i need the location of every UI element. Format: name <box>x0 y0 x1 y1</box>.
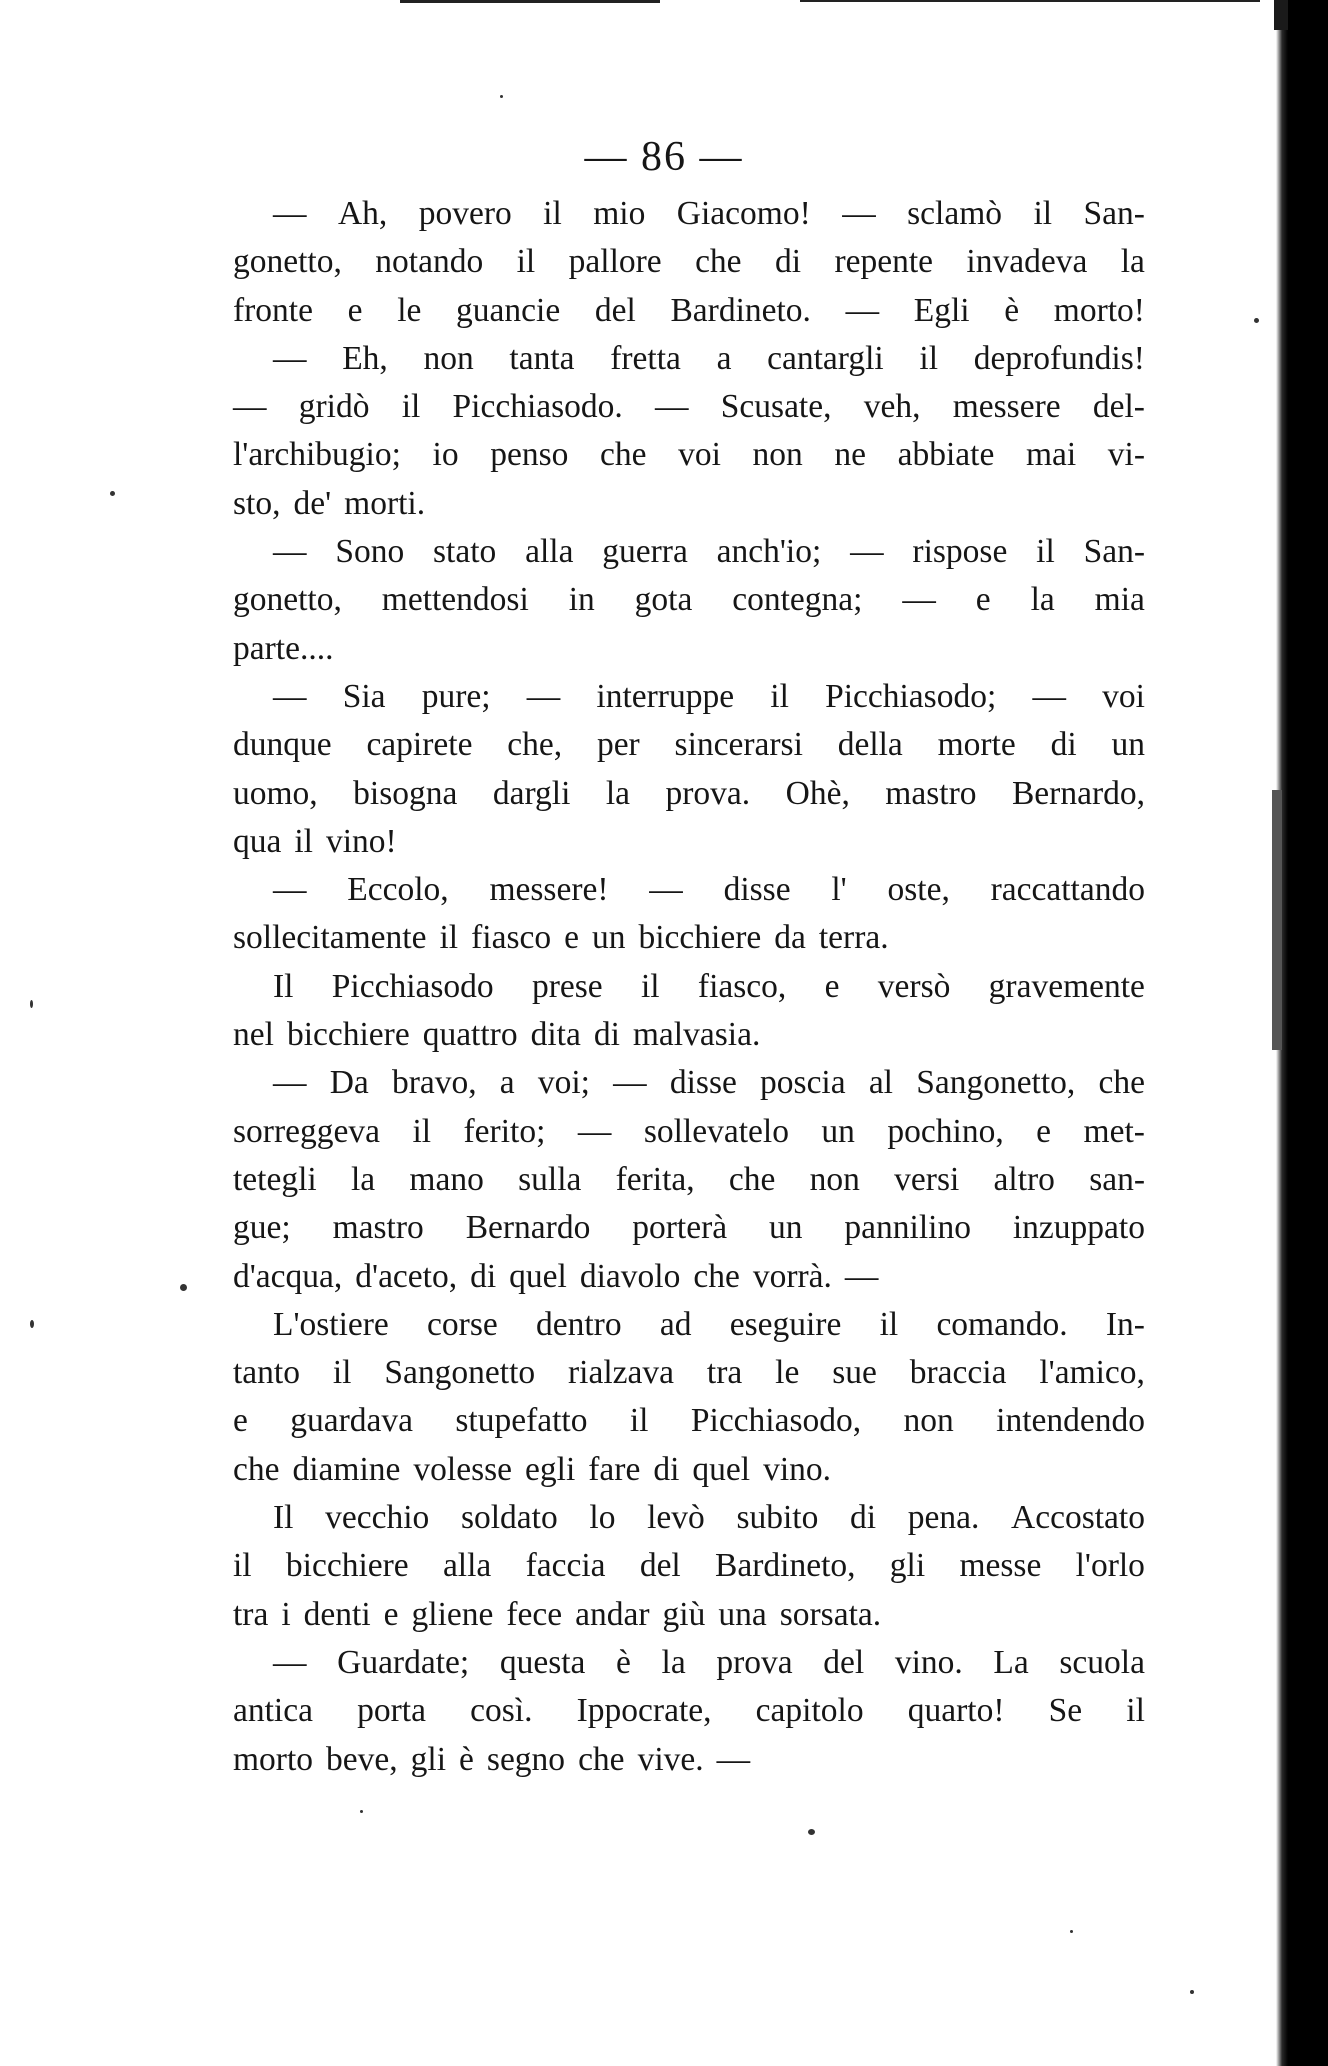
body-text <box>233 190 1145 1784</box>
scan-speck <box>110 491 115 496</box>
text-line: tetegli la mano sulla ferita, che non versi altro san- <box>233 1160 1145 1198</box>
text-line: sto, de' morti. <box>233 484 426 522</box>
text-line: fronte e le guancie del Bardineto. — Egli è morto! <box>233 291 1145 329</box>
text-line: — Eh, non tanta fretta a cantargli il deprofundis! <box>273 339 1145 377</box>
text-line: — Sia pure; — interruppe il Picchiasodo; — voi <box>273 677 1145 715</box>
scan-speck <box>30 1000 33 1008</box>
text-line: uomo, bisogna dargli la prova. Ohè, mastro Bernardo, <box>233 774 1145 812</box>
text-line: d'acqua, d'aceto, di quel diavolo che vorrà. — <box>233 1257 879 1295</box>
text-line: gonetto, mettendosi in gota contegna; — e la mia <box>233 581 1145 619</box>
scan-speck <box>1190 1990 1194 1994</box>
text-line: e guardava stupefatto il Picchiasodo, non intendendo <box>233 1402 1145 1440</box>
text-line: — Guardate; questa è la prova del vino. La scuola <box>273 1643 1145 1681</box>
text-line: — Ah, povero il mio Giacomo! — sclamò il San- <box>273 195 1145 232</box>
text-line: sollecitamente il fiasco e un bicchiere da terra. <box>233 919 889 957</box>
text-line: l'archibugio; io penso che voi non ne abbiate mai vi- <box>233 436 1145 474</box>
text-line: dunque capirete che, per sincerarsi della morte di un <box>233 726 1145 764</box>
text-line: — Da bravo, a voi; — disse poscia al Sangonetto, che <box>273 1064 1145 1102</box>
text-line: morto beve, gli è segno che vive. — <box>233 1740 751 1778</box>
scan-speck <box>500 95 503 98</box>
text-line: — Eccolo, messere! — disse l' oste, raccattando <box>273 871 1145 909</box>
scan-speck <box>180 1284 187 1291</box>
text-line: Il Picchiasodo prese il fiasco, e versò gravemente <box>273 967 1145 1005</box>
text-line: tra i denti e gliene fece andar giù una sorsata. <box>233 1595 882 1633</box>
text-line: antica porta così. Ippocrate, capitolo quarto! Se il <box>233 1692 1145 1730</box>
text-line: sorreggeva il ferito; — sollevatelo un pochino, e met- <box>233 1112 1145 1150</box>
text-line: qua il vino! <box>233 822 397 860</box>
scan-speck <box>30 1320 34 1328</box>
scan-speck <box>1070 1930 1073 1933</box>
text-line: parte.... <box>233 629 334 667</box>
text-line: Il vecchio soldato lo levò subito di pena. Accostato <box>273 1499 1145 1537</box>
text-line: che diamine volesse egli fare di quel vino. <box>233 1450 832 1488</box>
scan-speck <box>1254 318 1259 323</box>
binding-shadow <box>1274 0 1288 30</box>
text-line: — Sono stato alla guerra anch'io; — rispose il San- <box>273 533 1145 571</box>
scan-speck <box>808 1829 815 1835</box>
page-binding-edge <box>1276 0 1328 2066</box>
text-line: il bicchiere alla faccia del Bardineto, gli messe l'orlo <box>233 1547 1145 1585</box>
text-line: gue; mastro Bernardo porterà un pannilino inzuppato <box>233 1209 1145 1247</box>
top-edge-rule <box>400 0 660 3</box>
text-line: tanto il Sangonetto rialzava tra le sue braccia l'amico, <box>233 1354 1145 1392</box>
text-line: nel bicchiere quattro dita di malvasia. <box>233 1016 761 1054</box>
text-line: gonetto, notando il pallore che di repente invadeva la <box>233 243 1145 281</box>
text-line: — gridò il Picchiasodo. — Scusate, veh, messere del- <box>233 388 1145 426</box>
page-number: — 86 — <box>584 134 744 180</box>
top-edge-rule <box>800 0 1260 2</box>
scan-speck <box>360 1810 363 1813</box>
binding-shadow <box>1272 790 1282 1050</box>
text-line: L'ostiere corse dentro ad eseguire il comando. In- <box>273 1305 1145 1343</box>
